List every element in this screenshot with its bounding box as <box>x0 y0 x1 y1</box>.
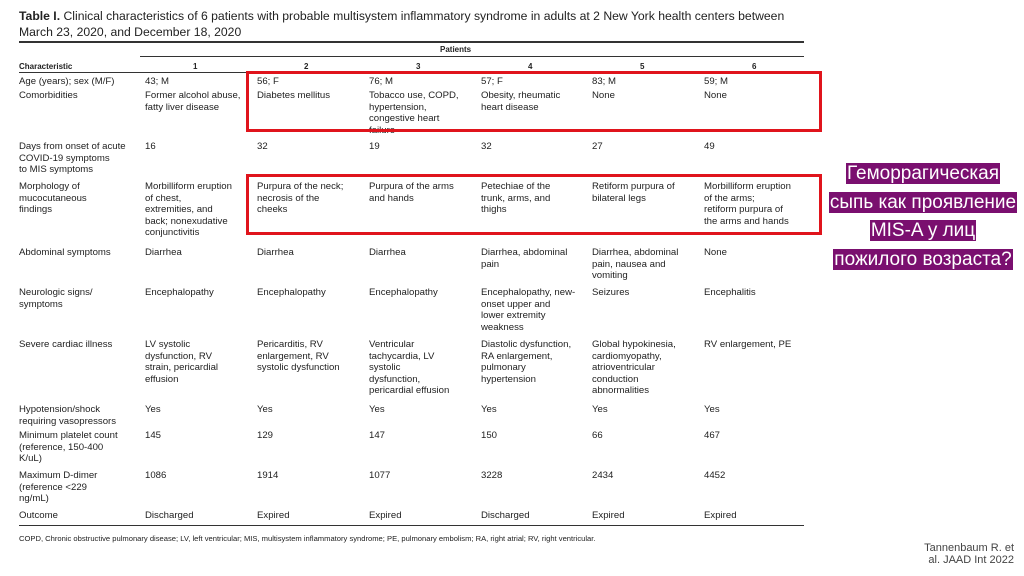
table-cell: 1077 <box>369 470 391 481</box>
table-cell: 49 <box>704 141 715 152</box>
table-cell: Expired <box>704 510 737 521</box>
table-cell: RV enlargement, PE <box>704 339 792 350</box>
table-cell: Yes <box>592 404 608 415</box>
row-label: Outcome <box>19 510 58 521</box>
table-cell: 59; M <box>704 76 728 87</box>
citation: Tannenbaum R. et al. JAAD Int 2022 <box>924 542 1014 566</box>
table-cell: 57; F <box>481 76 503 87</box>
table-cell: Encephalopathy, new- onset upper and lower extremity weakness <box>481 287 576 333</box>
table-cell: Diabetes mellitus <box>257 90 331 101</box>
table-cell: 27 <box>592 141 603 152</box>
row-label: Severe cardiac illness <box>19 339 113 350</box>
table-cell: Diarrhea <box>257 247 294 258</box>
patients-group-header: Patients <box>440 45 472 54</box>
table-cell: 150 <box>481 430 498 441</box>
table-cell: 32 <box>257 141 268 152</box>
table-cell: 19 <box>369 141 380 152</box>
table-cell: Seizures <box>592 287 630 298</box>
callout-text <box>828 160 1018 274</box>
row-label: Morphology of mucocutaneous findings <box>19 181 87 215</box>
table-cell: 145 <box>145 430 162 441</box>
table-cell: 467 <box>704 430 721 441</box>
table-cell: Diarrhea <box>369 247 406 258</box>
table-cell: Yes <box>369 404 385 415</box>
column-header-6: 6 <box>752 62 757 71</box>
row-label: Maximum D-dimer (reference <229 ng/mL) <box>19 470 98 504</box>
table-cell: Diarrhea, abdominal pain, nausea and vomiting <box>592 247 679 281</box>
table-cell: Encephalopathy <box>257 287 326 298</box>
table-cell: 83; M <box>592 76 616 87</box>
table-cell: Diarrhea <box>145 247 182 258</box>
table-cell: Obesity, rheumatic heart disease <box>481 90 561 113</box>
column-header-2: 2 <box>304 62 309 71</box>
column-header-3: 3 <box>416 62 421 71</box>
characteristic-header: Characteristic <box>19 62 73 71</box>
callout-highlight: Геморрагическая сыпь как проявление MIS-A у лиц пожилого возраста? <box>829 163 1017 270</box>
highlight-box-morphology <box>246 174 822 235</box>
table-cell: Encephalopathy <box>369 287 438 298</box>
table-cell: Ventricular tachycardia, LV systolic dysfunction, pericardial effusion <box>369 339 450 396</box>
table-title <box>19 8 809 40</box>
table-bottom-rule <box>19 525 804 526</box>
row-label: Comorbidities <box>19 90 78 101</box>
table-cell: 3228 <box>481 470 503 481</box>
highlight-box-comorbidities <box>246 71 822 132</box>
table-cell: 4452 <box>704 470 726 481</box>
table-cell: 16 <box>145 141 156 152</box>
table-cell: Diarrhea, abdominal pain <box>481 247 568 270</box>
table-cell: Yes <box>704 404 720 415</box>
table-cell: Global hypokinesia, cardiomyopathy, atrioventricular conduction abnormalities <box>592 339 676 396</box>
table-cell: Purpura of the arms and hands <box>369 181 454 204</box>
table-cell: Encephalitis <box>704 287 756 298</box>
column-header-5: 5 <box>640 62 645 71</box>
table-cell: 66 <box>592 430 603 441</box>
table-cell: 43; M <box>145 76 169 87</box>
table-cell: 2434 <box>592 470 614 481</box>
table-cell: Diastolic dysfunction, RA enlargement, pulmonary hypertension <box>481 339 572 385</box>
table-cell: None <box>592 90 615 101</box>
table-top-rule <box>19 41 804 43</box>
table-cell: 56; F <box>257 76 279 87</box>
table-cell: Petechiae of the trunk, arms, and thighs <box>481 181 551 215</box>
table-cell: Yes <box>257 404 273 415</box>
table-cell: Expired <box>257 510 290 521</box>
table-cell: Pericarditis, RV enlargement, RV systolic dysfunction <box>257 339 340 373</box>
table-cell: 1914 <box>257 470 279 481</box>
table-cell: Yes <box>145 404 161 415</box>
table-title-label: Table I. <box>19 9 61 23</box>
table-cell: Encephalopathy <box>145 287 214 298</box>
row-label: Minimum platelet count (reference, 150-400 K/uL) <box>19 430 118 464</box>
table-cell: 32 <box>481 141 492 152</box>
table-cell: Tobacco use, COPD, hypertension, congestive heart failure <box>369 90 459 136</box>
table-cell: None <box>704 90 727 101</box>
table-cell: Discharged <box>481 510 530 521</box>
row-label: Hypotension/shock requiring vasopressors <box>19 404 117 427</box>
table-cell: Expired <box>369 510 402 521</box>
table-cell: Morbilliform eruption of chest, extremities, and back; nonexudative conjunctivitis <box>145 181 232 238</box>
table-cell: 1086 <box>145 470 167 481</box>
column-header-4: 4 <box>528 62 533 71</box>
table-cell: 147 <box>369 430 386 441</box>
table-cell: Yes <box>481 404 497 415</box>
table-title-text: Clinical characteristics of 6 patients with probable multisystem inflammatory syndrome in adults at 2 New York health centers between March 23, 2020, and December 18, 2020 <box>19 9 785 39</box>
table-cell: None <box>704 247 727 258</box>
table-cell: 76; M <box>369 76 393 87</box>
table-cell: LV systolic dysfunction, RV strain, pericardial effusion <box>145 339 219 385</box>
row-label: Days from onset of acute COVID-19 symptoms to MIS symptoms <box>19 141 126 175</box>
table-cell: Expired <box>592 510 625 521</box>
table-footnote: COPD, Chronic obstructive pulmonary disease; LV, left ventricular; MIS, multisystem inflammatory syndrome; PE, pulmonary embolism; RA, right atrial; RV, right ventricular. <box>19 534 596 543</box>
table-cell: Discharged <box>145 510 194 521</box>
row-label: Abdominal symptoms <box>19 247 111 258</box>
table-cell: Former alcohol abuse, fatty liver disease <box>145 90 241 113</box>
row-label: Age (years); sex (M/F) <box>19 76 115 87</box>
column-header-1: 1 <box>193 62 198 71</box>
table-cell: Morbilliform eruption of the arms; retiform purpura of the arms and hands <box>704 181 791 227</box>
table-cell: Retiform purpura of bilateral legs <box>592 181 675 204</box>
table-cell: 129 <box>257 430 274 441</box>
row-label: Neurologic signs/ symptoms <box>19 287 93 310</box>
patients-rule <box>140 56 804 57</box>
table-cell: Purpura of the neck; necrosis of the cheeks <box>257 181 344 215</box>
